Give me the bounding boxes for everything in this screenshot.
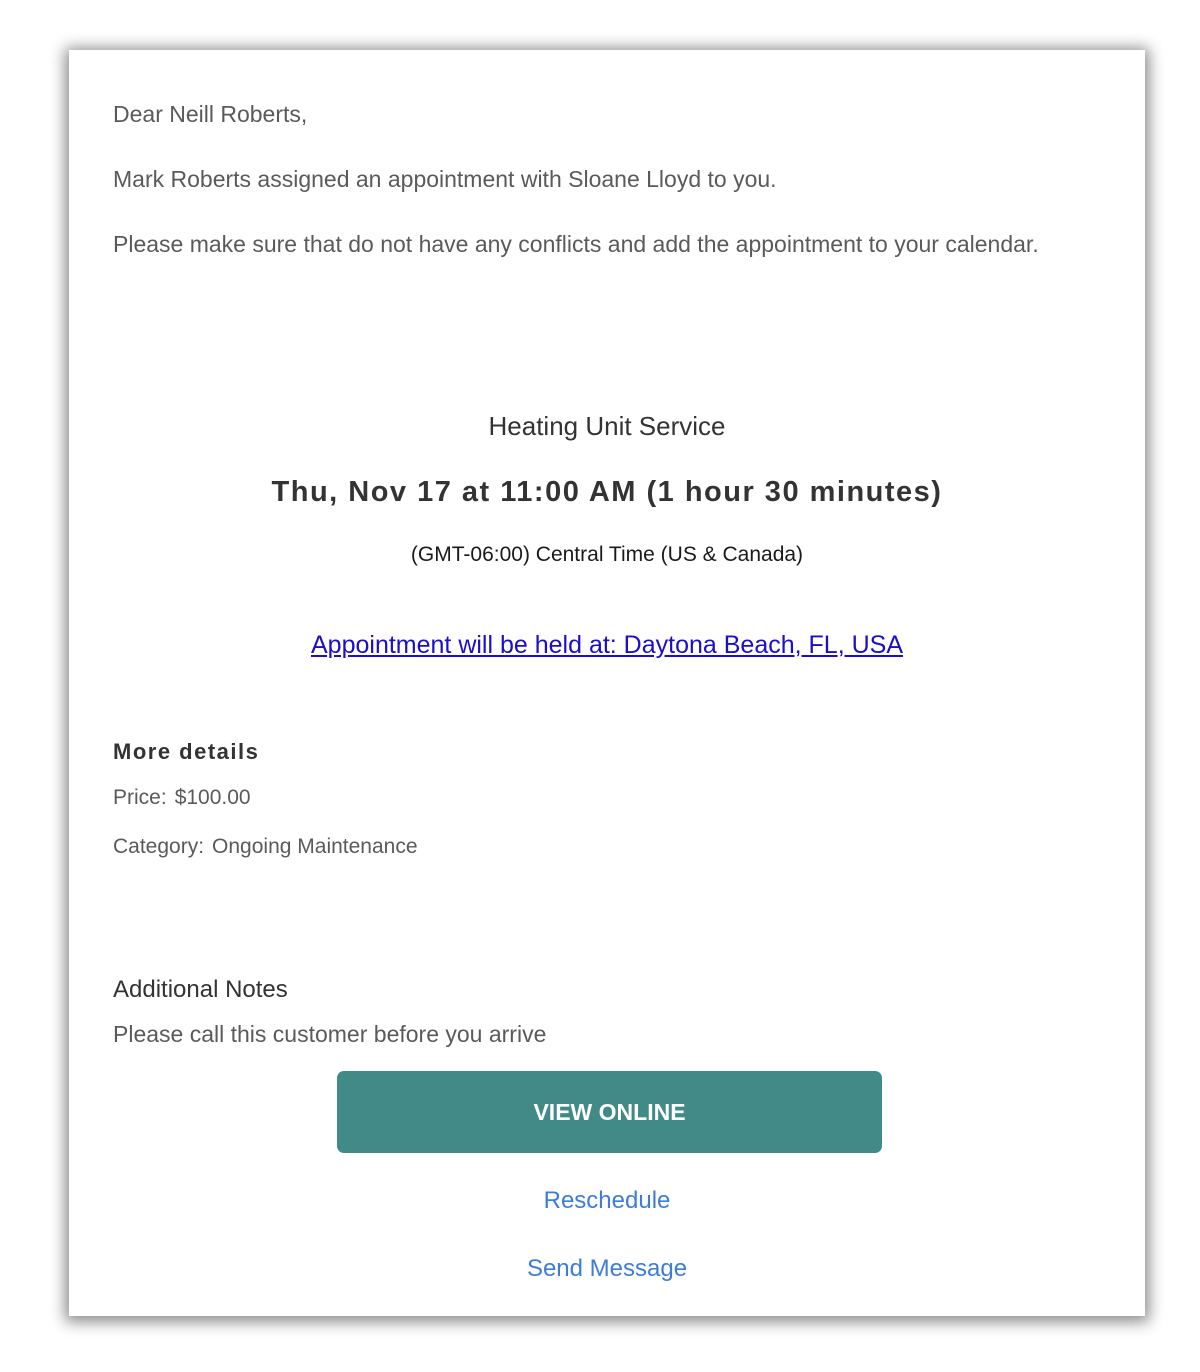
price-row <box>113 783 251 813</box>
price-value: $100.00 <box>174 786 251 809</box>
instruction-text: Please make sure that do not have any conflicts and add the appointment to your calendar. <box>113 231 1039 257</box>
category-row <box>113 832 418 862</box>
category-label: Category: <box>113 835 205 858</box>
additional-notes-heading: Additional Notes <box>113 976 288 1003</box>
appointment-timezone: (GMT-06:00) Central Time (US & Canada) <box>410 543 804 566</box>
location-link[interactable]: Appointment will be held at: Daytona Beach, FL, USA <box>311 631 903 659</box>
service-title: Heating Unit Service <box>488 411 726 441</box>
view-online-button[interactable]: VIEW ONLINE <box>337 1071 882 1153</box>
greeting-text: Dear Neill Roberts, <box>113 101 308 127</box>
location-container <box>69 627 1145 663</box>
reschedule-container <box>69 1184 1145 1218</box>
assignment-text: Mark Roberts assigned an appointment with Sloane Lloyd to you. <box>113 166 777 192</box>
more-details-heading: More details <box>113 739 260 764</box>
reschedule-link[interactable]: Reschedule <box>543 1187 671 1214</box>
additional-notes-text: Please call this customer before you arrive <box>113 1021 547 1047</box>
category-value: Ongoing Maintenance <box>212 835 418 858</box>
send-message-link[interactable]: Send Message <box>526 1255 688 1282</box>
appointment-datetime: Thu, Nov 17 at 11:00 AM (1 hour 30 minutes) <box>271 476 943 508</box>
send-message-container <box>69 1252 1145 1286</box>
email-body <box>69 50 1145 1316</box>
price-label: Price: <box>113 786 167 809</box>
